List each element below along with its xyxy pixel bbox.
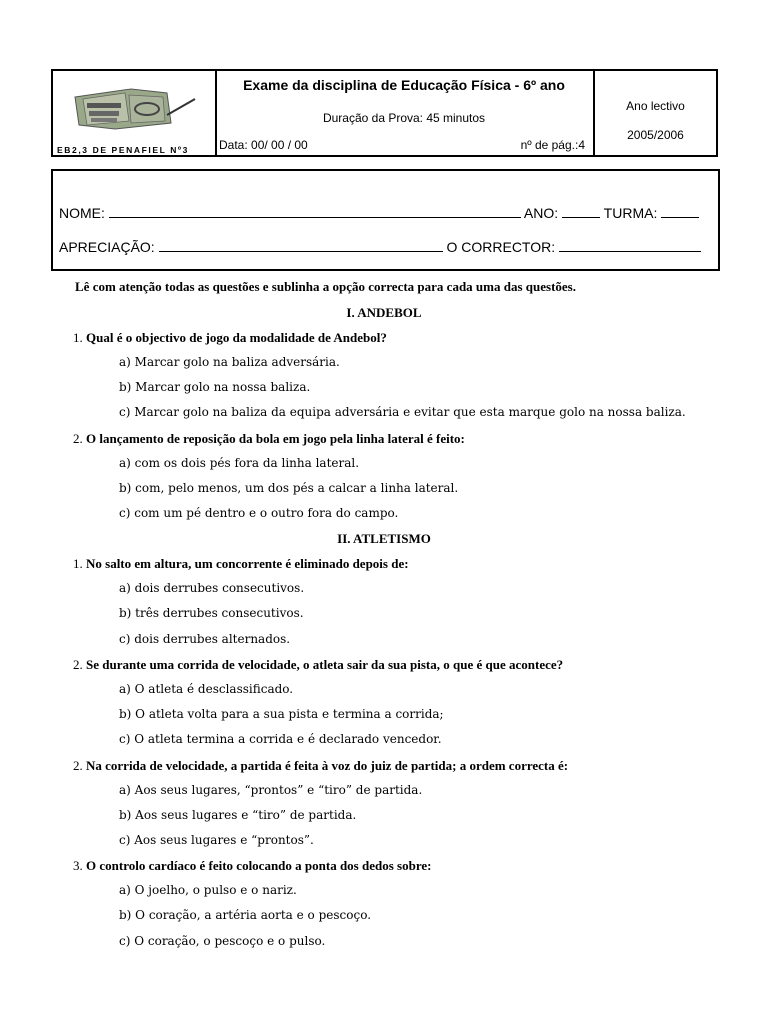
school-year-label: Ano lectivo	[626, 99, 685, 113]
school-logo-icon	[71, 85, 201, 131]
question-text: O lançamento de reposição da bola em jogo pela linha lateral é feito:	[86, 431, 465, 446]
instructions: Lê com atenção todas as questões e sublinha a opção correcta para cada uma das questões.	[75, 279, 576, 294]
answer-option[interactable]: b) O atleta volta para a sua pista e termina a corrida;	[119, 707, 444, 721]
corrector-field[interactable]	[559, 240, 701, 252]
answer-option[interactable]: c) dois derrubes alternados.	[119, 632, 291, 646]
class-field[interactable]	[661, 206, 699, 218]
question-number: 1.	[73, 556, 83, 571]
question-number: 2.	[73, 657, 83, 672]
exam-duration: Duração da Prova: 45 minutos	[322, 111, 486, 125]
question	[73, 556, 409, 572]
question	[73, 758, 568, 774]
answer-option[interactable]: a) Aos seus lugares, “prontos” e “tiro” de partida.	[119, 783, 423, 797]
question-text: Qual é o objectivo de jogo da modalidade de Andebol?	[86, 330, 387, 345]
question-number: 2.	[73, 431, 83, 446]
question	[73, 657, 563, 673]
page-count: nº de pág.:4	[520, 138, 585, 152]
answer-option[interactable]: c) Aos seus lugares e “prontos”.	[119, 833, 314, 847]
exam-date: Data: 00/ 00 / 00	[219, 138, 308, 152]
question-text: O controlo cardíaco é feito colocando a ponta dos dedos sobre:	[86, 858, 432, 873]
answer-option[interactable]: a) dois derrubes consecutivos.	[119, 581, 305, 595]
answer-option[interactable]: a) O joelho, o pulso e o nariz.	[119, 883, 297, 897]
appreciation-row	[59, 239, 701, 255]
question-number: 1.	[73, 330, 83, 345]
corrector-label: O CORRECTOR:	[446, 239, 556, 255]
question-text: Se durante uma corrida de velocidade, o atleta sair da sua pista, o que é que acontece?	[86, 657, 564, 672]
class-label: TURMA:	[603, 205, 658, 221]
question-text: No salto em altura, um concorrente é eliminado depois de:	[86, 556, 409, 571]
answer-option[interactable]: b) três derrubes consecutivos.	[119, 606, 304, 620]
exam-title: Exame da disciplina de Educação Física - 6º ano	[243, 77, 565, 93]
answer-option[interactable]: c) O atleta termina a corrida e é declarado vencedor.	[119, 732, 442, 746]
answer-option[interactable]: a) O atleta é desclassificado.	[119, 682, 294, 696]
appreciation-field[interactable]	[159, 240, 443, 252]
year-label: ANO:	[523, 205, 559, 221]
answer-option[interactable]: b) Aos seus lugares e “tiro” de partida.	[119, 808, 357, 822]
appreciation-label: APRECIAÇÃO:	[59, 239, 155, 255]
name-label: NOME:	[59, 205, 105, 221]
name-row	[59, 205, 699, 221]
question	[73, 431, 465, 447]
question-text: Na corrida de velocidade, a partida é feita à voz do juiz de partida; a ordem correcta é:	[86, 758, 569, 773]
year-field[interactable]	[562, 206, 600, 218]
answer-option[interactable]: a) Marcar golo na baliza adversária.	[119, 355, 340, 369]
name-field[interactable]	[109, 206, 521, 218]
question-number: 2.	[73, 758, 83, 773]
answer-option[interactable]: b) O coração, a artéria aorta e o pescoço.	[119, 908, 372, 922]
school-year-cell	[593, 71, 718, 157]
answer-option[interactable]: b) Marcar golo na nossa baliza.	[119, 380, 311, 394]
section-title-atletismo: II. ATLETISMO	[337, 531, 431, 546]
answer-option[interactable]: b) com, pelo menos, um dos pés a calcar a linha lateral.	[119, 481, 459, 495]
question-number: 3.	[73, 858, 83, 873]
section-title-andebol: I. ANDEBOL	[346, 305, 422, 320]
answer-option[interactable]: c) O coração, o pescoço e o pulso.	[119, 934, 326, 948]
answer-option[interactable]: c) com um pé dentro e o outro fora do campo.	[119, 506, 399, 520]
school-name: EB2,3 DE PENAFIEL Nº3	[57, 145, 189, 155]
school-year-value: 2005/2006	[627, 128, 684, 142]
answer-option[interactable]: c) Marcar golo na baliza da equipa adversária e evitar que esta marque golo na nossa baliza.	[119, 405, 686, 419]
exam-header	[51, 69, 718, 157]
answer-option[interactable]: a) com os dois pés fora da linha lateral.	[119, 456, 360, 470]
logo-cell	[53, 71, 217, 157]
identification-box	[51, 169, 720, 271]
question	[73, 330, 387, 346]
question	[73, 858, 431, 874]
exam-info-cell	[215, 71, 595, 157]
